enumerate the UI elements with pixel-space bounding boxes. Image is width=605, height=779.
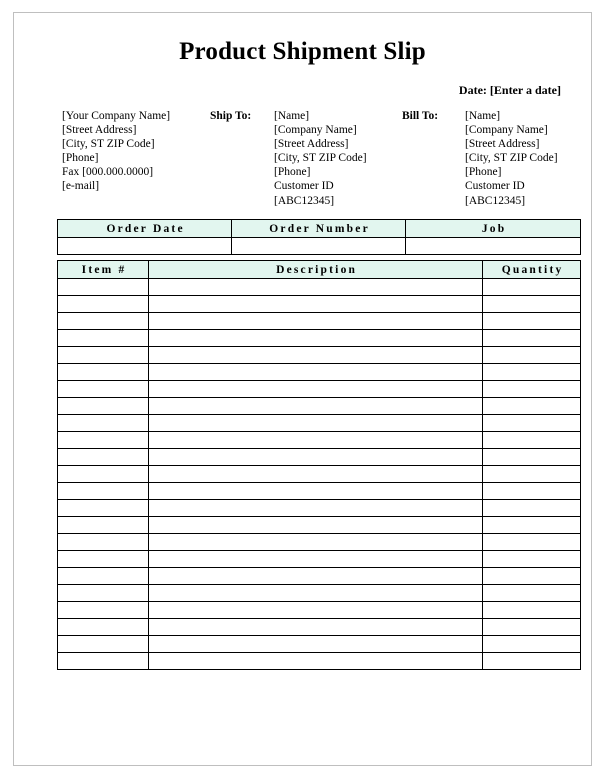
item-number-cell[interactable] [58, 449, 149, 466]
quantity-cell[interactable] [483, 347, 581, 364]
item-number-cell[interactable] [58, 330, 149, 347]
description-cell[interactable] [149, 381, 483, 398]
description-cell[interactable] [149, 364, 483, 381]
quantity-header: Quantity [483, 261, 581, 279]
table-row[interactable] [58, 500, 581, 517]
table-row[interactable] [58, 466, 581, 483]
item-number-cell[interactable] [58, 432, 149, 449]
description-cell[interactable] [149, 330, 483, 347]
quantity-cell[interactable] [483, 517, 581, 534]
table-row[interactable] [58, 483, 581, 500]
item-number-cell[interactable] [58, 279, 149, 296]
table-row[interactable] [58, 568, 581, 585]
company-email: [e-mail] [62, 180, 100, 193]
table-row[interactable] [58, 330, 581, 347]
table-row[interactable] [58, 653, 581, 670]
job-cell[interactable] [406, 238, 581, 255]
order-date-header: Order Date [58, 220, 232, 238]
description-cell[interactable] [149, 449, 483, 466]
description-cell[interactable] [149, 415, 483, 432]
order-summary-table [57, 219, 581, 255]
ship-to-customer-id-value: [ABC12345] [274, 194, 335, 207]
job-header: Job [406, 220, 581, 238]
quantity-cell[interactable] [483, 619, 581, 636]
table-row[interactable] [58, 313, 581, 330]
order-number-header: Order Number [232, 220, 406, 238]
order-table-header-row [58, 220, 581, 238]
quantity-cell[interactable] [483, 483, 581, 500]
item-number-cell[interactable] [58, 347, 149, 364]
item-number-cell[interactable] [58, 653, 149, 670]
company-city: [City, ST ZIP Code] [62, 138, 155, 151]
description-cell[interactable] [149, 602, 483, 619]
item-number-cell[interactable] [58, 636, 149, 653]
quantity-cell[interactable] [483, 330, 581, 347]
quantity-cell[interactable] [483, 653, 581, 670]
description-cell[interactable] [149, 619, 483, 636]
page-title: Product Shipment Slip [179, 38, 426, 65]
table-row[interactable] [58, 279, 581, 296]
order-table-body [58, 238, 581, 255]
item-number-cell[interactable] [58, 483, 149, 500]
description-cell[interactable] [149, 568, 483, 585]
address-block [50, 109, 573, 209]
quantity-cell[interactable] [483, 279, 581, 296]
quantity-cell[interactable] [483, 466, 581, 483]
table-row[interactable] [58, 398, 581, 415]
ship-to-street: [Street Address] [274, 138, 349, 151]
description-header: Description [149, 261, 483, 279]
table-row[interactable] [58, 551, 581, 568]
description-cell[interactable] [149, 534, 483, 551]
ship-to-phone: [Phone] [274, 166, 311, 179]
description-cell[interactable] [149, 517, 483, 534]
item-number-cell[interactable] [58, 381, 149, 398]
bill-to-label: Bill To: [402, 110, 439, 122]
bill-to-street: [Street Address] [465, 138, 540, 151]
company-name: [Your Company Name] [62, 110, 171, 122]
quantity-cell[interactable] [483, 585, 581, 602]
items-table-header-row [58, 261, 581, 279]
order-number-cell[interactable] [232, 238, 406, 255]
line-items-table [57, 260, 581, 670]
company-address-column [62, 109, 170, 194]
bill-to-company: [Company Name] [465, 124, 548, 137]
table-row[interactable] [58, 534, 581, 551]
item-number-cell[interactable] [58, 364, 149, 381]
description-cell[interactable] [149, 432, 483, 449]
ship-to-column [274, 109, 367, 208]
quantity-cell[interactable] [483, 364, 581, 381]
ship-to-city: [City, ST ZIP Code] [274, 152, 367, 165]
quantity-cell[interactable] [483, 534, 581, 551]
description-cell[interactable] [149, 636, 483, 653]
ship-to-name: [Name] [274, 110, 310, 122]
bill-to-name: [Name] [465, 110, 501, 122]
items-table-body [58, 279, 581, 670]
description-cell[interactable] [149, 483, 483, 500]
quantity-cell[interactable] [483, 432, 581, 449]
item-number-header: Item # [58, 261, 149, 279]
company-fax: Fax [000.000.0000] [62, 166, 154, 179]
table-row[interactable] [58, 296, 581, 313]
description-cell[interactable] [149, 398, 483, 415]
description-cell[interactable] [149, 296, 483, 313]
table-row[interactable] [58, 602, 581, 619]
item-number-cell[interactable] [58, 551, 149, 568]
bill-to-customer-id-label: Customer ID [465, 180, 525, 193]
table-row[interactable] [58, 381, 581, 398]
table-row[interactable] [58, 364, 581, 381]
company-phone: [Phone] [62, 152, 99, 165]
quantity-cell[interactable] [483, 381, 581, 398]
order-date-cell[interactable] [58, 238, 232, 255]
item-number-cell[interactable] [58, 585, 149, 602]
quantity-cell[interactable] [483, 449, 581, 466]
item-number-cell[interactable] [58, 619, 149, 636]
table-row[interactable] [58, 449, 581, 466]
description-cell[interactable] [149, 500, 483, 517]
ship-to-label: Ship To: [210, 110, 252, 122]
quantity-cell[interactable] [483, 636, 581, 653]
bill-to-phone: [Phone] [465, 166, 502, 179]
description-cell[interactable] [149, 279, 483, 296]
quantity-cell[interactable] [483, 602, 581, 619]
ship-to-customer-id-label: Customer ID [274, 180, 334, 193]
quantity-cell[interactable] [483, 551, 581, 568]
table-row[interactable] [58, 636, 581, 653]
description-cell[interactable] [149, 653, 483, 670]
quantity-cell[interactable] [483, 398, 581, 415]
bill-to-city: [City, ST ZIP Code] [465, 152, 558, 165]
table-row[interactable] [58, 619, 581, 636]
item-number-cell[interactable] [58, 313, 149, 330]
date-field[interactable]: Date: [Enter a date] [458, 83, 561, 97]
description-cell[interactable] [149, 466, 483, 483]
quantity-cell[interactable] [483, 568, 581, 585]
item-number-cell[interactable] [58, 466, 149, 483]
item-number-cell[interactable] [58, 415, 149, 432]
table-row[interactable] [58, 415, 581, 432]
item-number-cell[interactable] [58, 296, 149, 313]
table-row[interactable] [58, 517, 581, 534]
bill-to-customer-id-value: [ABC12345] [465, 194, 526, 207]
description-cell[interactable] [149, 551, 483, 568]
table-row[interactable] [58, 238, 581, 255]
bill-to-column [465, 109, 558, 208]
company-street: [Street Address] [62, 124, 137, 137]
item-number-cell[interactable] [58, 568, 149, 585]
item-number-cell[interactable] [58, 602, 149, 619]
table-row[interactable] [58, 347, 581, 364]
quantity-cell[interactable] [483, 313, 581, 330]
item-number-cell[interactable] [58, 398, 149, 415]
ship-to-company: [Company Name] [274, 124, 357, 137]
quantity-cell[interactable] [483, 500, 581, 517]
table-row[interactable] [58, 432, 581, 449]
table-row[interactable] [58, 585, 581, 602]
description-cell[interactable] [149, 585, 483, 602]
item-number-cell[interactable] [58, 534, 149, 551]
description-cell[interactable] [149, 347, 483, 364]
quantity-cell[interactable] [483, 415, 581, 432]
description-cell[interactable] [149, 313, 483, 330]
item-number-cell[interactable] [58, 500, 149, 517]
item-number-cell[interactable] [58, 517, 149, 534]
quantity-cell[interactable] [483, 296, 581, 313]
page-sheet [13, 12, 592, 766]
